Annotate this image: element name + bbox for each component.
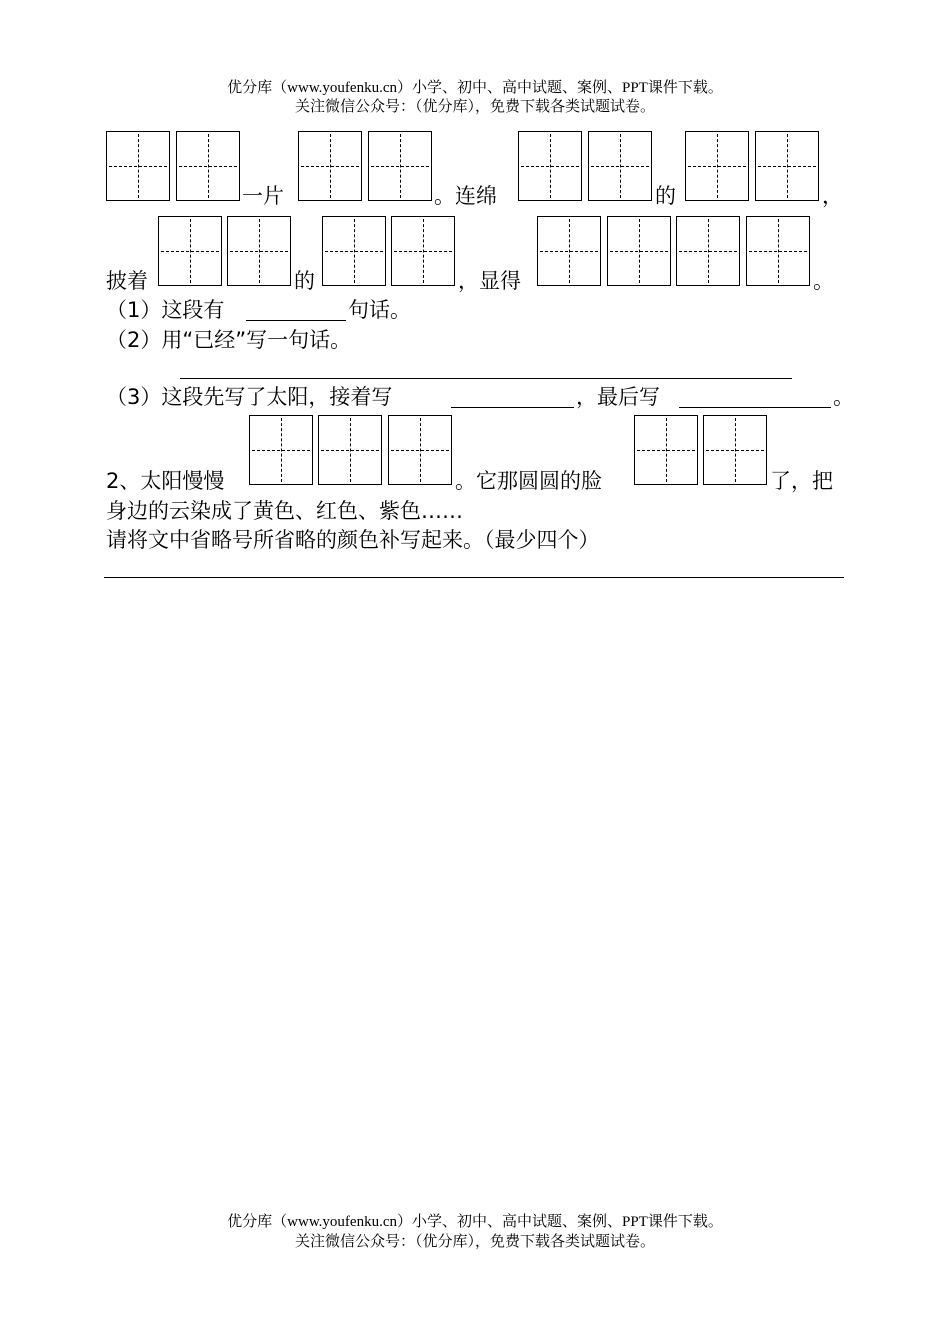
header-line-2: 关注微信公众号：（优分库），免费下载各类试题试卷。: [294, 99, 655, 115]
char-box[interactable]: [388, 415, 452, 485]
char-box[interactable]: [588, 131, 652, 201]
char-box[interactable]: [318, 415, 382, 485]
question-1-prefix: （1）这段有: [106, 298, 225, 322]
para2-line-2: 身边的云染成了黄色、红色、紫色……: [106, 499, 463, 523]
char-box[interactable]: [537, 216, 601, 286]
question-3-mid: ，最后写: [576, 385, 660, 409]
char-box[interactable]: [746, 216, 810, 286]
text-pizhe: 披着: [106, 269, 148, 293]
char-box[interactable]: [676, 216, 740, 286]
footer-line-1: 优分库（www.youfenku.cn）小学、初中、高中试题、案例、PPT课件下载。: [227, 1214, 723, 1230]
text-lianmian: 。连绵: [434, 184, 497, 208]
char-box[interactable]: [322, 216, 386, 286]
answer-line-sentence[interactable]: [180, 378, 792, 379]
char-box[interactable]: [607, 216, 671, 286]
char-box[interactable]: [368, 131, 432, 201]
char-box[interactable]: [755, 131, 819, 201]
char-box[interactable]: [176, 131, 240, 201]
question-3-end: 。: [833, 385, 854, 409]
char-box[interactable]: [158, 216, 222, 286]
para2-mid: 。它那圆圆的脸: [455, 469, 602, 493]
footer-line-2: 关注微信公众号：（优分库），免费下载各类试题试卷。: [294, 1234, 655, 1250]
answer-blank-next[interactable]: [451, 407, 574, 408]
char-box[interactable]: [634, 415, 698, 485]
char-box[interactable]: [685, 131, 749, 201]
text-comma-1: ，: [822, 184, 843, 208]
char-box[interactable]: [249, 415, 313, 485]
char-box[interactable]: [106, 131, 170, 201]
text-de-1: 的: [655, 184, 676, 208]
text-period-1: 。: [813, 269, 834, 293]
answer-blank-sentence-count[interactable]: [246, 320, 346, 321]
answer-line-colors[interactable]: [104, 577, 844, 578]
para2-instruction: 请将文中省略号所省略的颜色补写起来。（最少四个）: [106, 528, 600, 552]
text-yipian: 一片: [242, 184, 284, 208]
para2-prefix: 2、太阳慢慢: [106, 469, 225, 493]
question-2: （2）用“已经”写一句话。: [106, 328, 352, 352]
question-1-suffix: 句话。: [348, 298, 411, 322]
char-box[interactable]: [298, 131, 362, 201]
text-de-2: 的: [294, 269, 315, 293]
question-3-prefix: （3）这段先写了太阳，接着写: [106, 385, 393, 409]
char-box[interactable]: [518, 131, 582, 201]
char-box[interactable]: [703, 415, 767, 485]
char-box[interactable]: [227, 216, 291, 286]
para2-end: 了，把: [770, 469, 833, 493]
char-box[interactable]: [391, 216, 455, 286]
answer-blank-last[interactable]: [679, 407, 831, 408]
header-line-1: 优分库（www.youfenku.cn）小学、初中、高中试题、案例、PPT课件下载。: [227, 80, 723, 96]
text-xiande: ，显得: [458, 269, 521, 293]
